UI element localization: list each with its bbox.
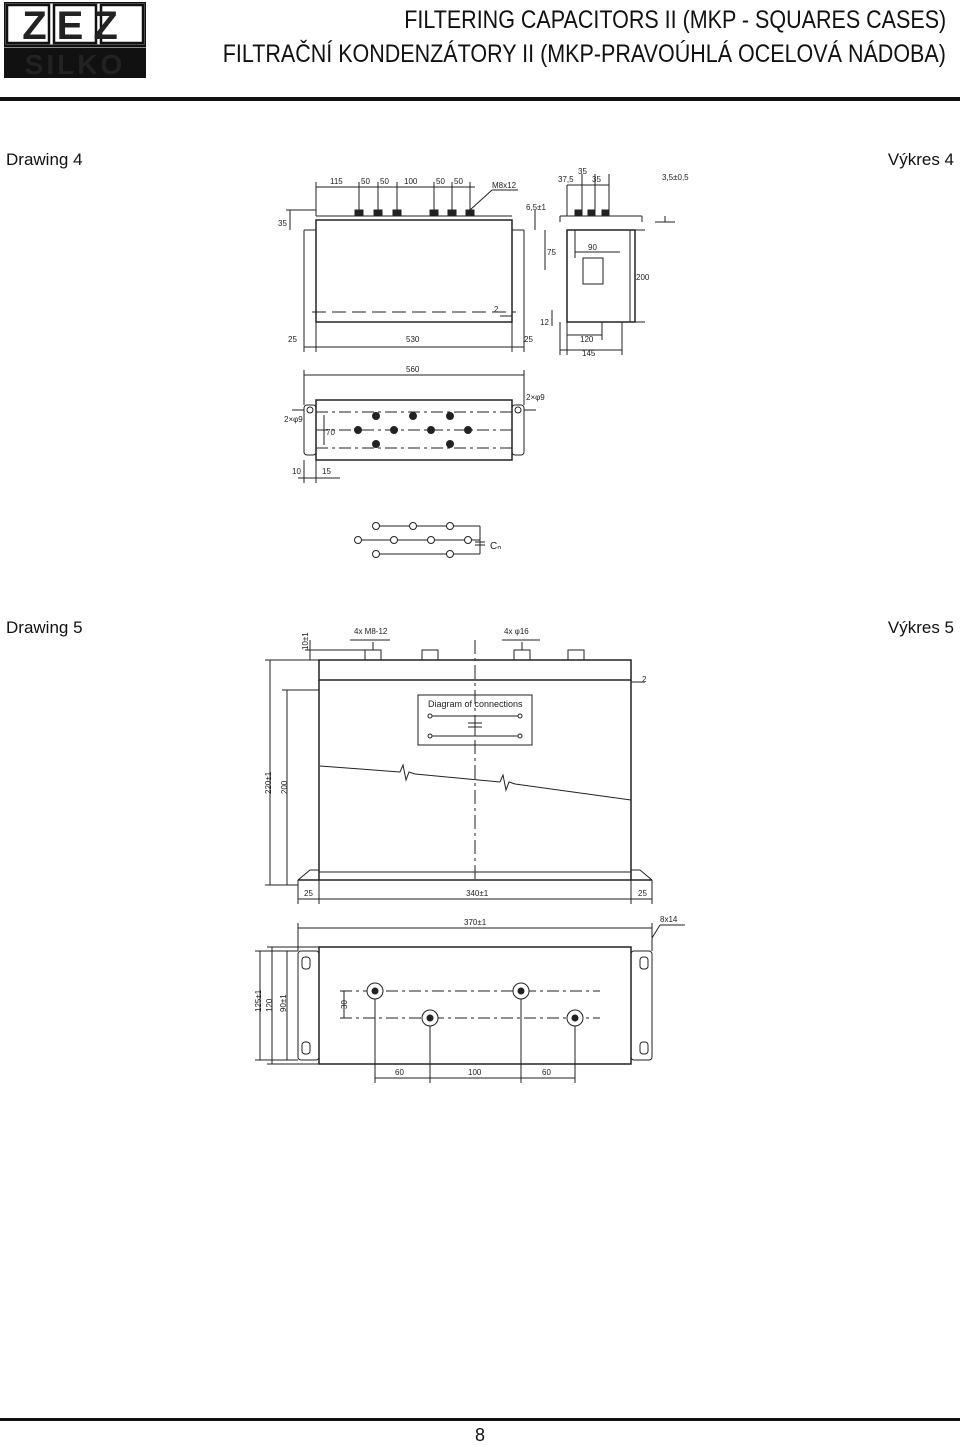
dim-90: 90±1 xyxy=(279,994,288,1012)
dim-50-a: 50 xyxy=(361,177,370,186)
dim-120: 120 xyxy=(265,998,274,1012)
dim-2: 2 xyxy=(642,675,647,684)
dim-220: 220±1 xyxy=(264,771,273,794)
dim-slot: 8x14 xyxy=(660,915,678,924)
dim-35-c: 35 xyxy=(592,175,601,184)
cn-label: Cₙ xyxy=(490,541,502,552)
logo-top-text: ZEZ xyxy=(22,4,128,48)
drawing4-label-en: Drawing 4 xyxy=(6,150,83,169)
dim-hole-left: 2×φ9 xyxy=(284,415,303,424)
footer-rule xyxy=(0,1418,960,1421)
dim-15: 15 xyxy=(322,467,331,476)
dim-560: 560 xyxy=(406,365,420,374)
drawing5-label-en: Drawing 5 xyxy=(6,618,83,637)
dim-25-a: 25 xyxy=(304,889,313,898)
dim-90: 90 xyxy=(588,243,597,252)
dim-50-b: 50 xyxy=(380,177,389,186)
dim-hole: 4x φ16 xyxy=(504,627,529,636)
dim-200: 200 xyxy=(636,273,650,282)
dim-25-b: 25 xyxy=(638,889,647,898)
dim-50-d: 50 xyxy=(454,177,463,186)
dim-50-c: 50 xyxy=(436,177,445,186)
dim-100: 100 xyxy=(468,1068,482,1077)
dim-37-5: 37,5 xyxy=(558,175,574,184)
dim-35: 35 xyxy=(278,219,287,228)
title-czech: FILTRAČNÍ KONDENZÁTORY II (MKP-PRAVOÚHLÁ OCELOVÁ NÁDOBA) xyxy=(222,40,946,68)
dim-2: 2 xyxy=(494,305,499,314)
dim-120: 120 xyxy=(580,335,594,344)
dim-12: 12 xyxy=(540,318,549,327)
dim-10: 10±1 xyxy=(301,632,310,650)
dim-100: 100 xyxy=(404,177,418,186)
dim-30: 30 xyxy=(340,1000,349,1009)
dim-thread: 4x M8-12 xyxy=(354,627,388,636)
header-rule xyxy=(0,97,960,101)
dim-25-a: 25 xyxy=(288,335,297,344)
dim-530: 530 xyxy=(406,335,420,344)
dim-70: 70 xyxy=(326,428,335,437)
dim-200: 200 xyxy=(280,780,289,794)
dim-35-b: 35 xyxy=(578,167,587,176)
dim-25-b: 25 xyxy=(524,335,533,344)
dim-10: 10 xyxy=(292,467,301,476)
page-number: 8 xyxy=(474,1425,485,1445)
title-english: FILTERING CAPACITORS II (MKP - SQUARES CASES) xyxy=(404,6,946,34)
drawing5-technical-drawing xyxy=(240,620,690,1090)
dim-145: 145 xyxy=(582,349,596,358)
dim-hole-right: 2×φ9 xyxy=(526,393,545,402)
dim-340: 340±1 xyxy=(466,889,489,898)
dim-6-5: 6,5±1 xyxy=(526,203,546,212)
logo-bottom-text: SILKO xyxy=(24,49,126,78)
dim-370: 370±1 xyxy=(464,918,487,927)
dim-60-b: 60 xyxy=(542,1068,551,1077)
dim-thread: M8x12 xyxy=(492,181,517,190)
drawing5-label-cz: Výkres 5 xyxy=(887,618,954,637)
dim-60-a: 60 xyxy=(395,1068,404,1077)
dim-115: 115 xyxy=(330,177,343,186)
dim-125: 125±1 xyxy=(254,989,263,1012)
dim-3-5: 3,5±0,5 xyxy=(662,173,689,182)
dim-75: 75 xyxy=(547,248,556,257)
diagram-title: Diagram of connections xyxy=(428,699,523,709)
drawing4-technical-drawing xyxy=(270,160,690,560)
zez-silko-logo xyxy=(4,2,146,78)
drawing4-label-cz: Výkres 4 xyxy=(887,150,954,169)
